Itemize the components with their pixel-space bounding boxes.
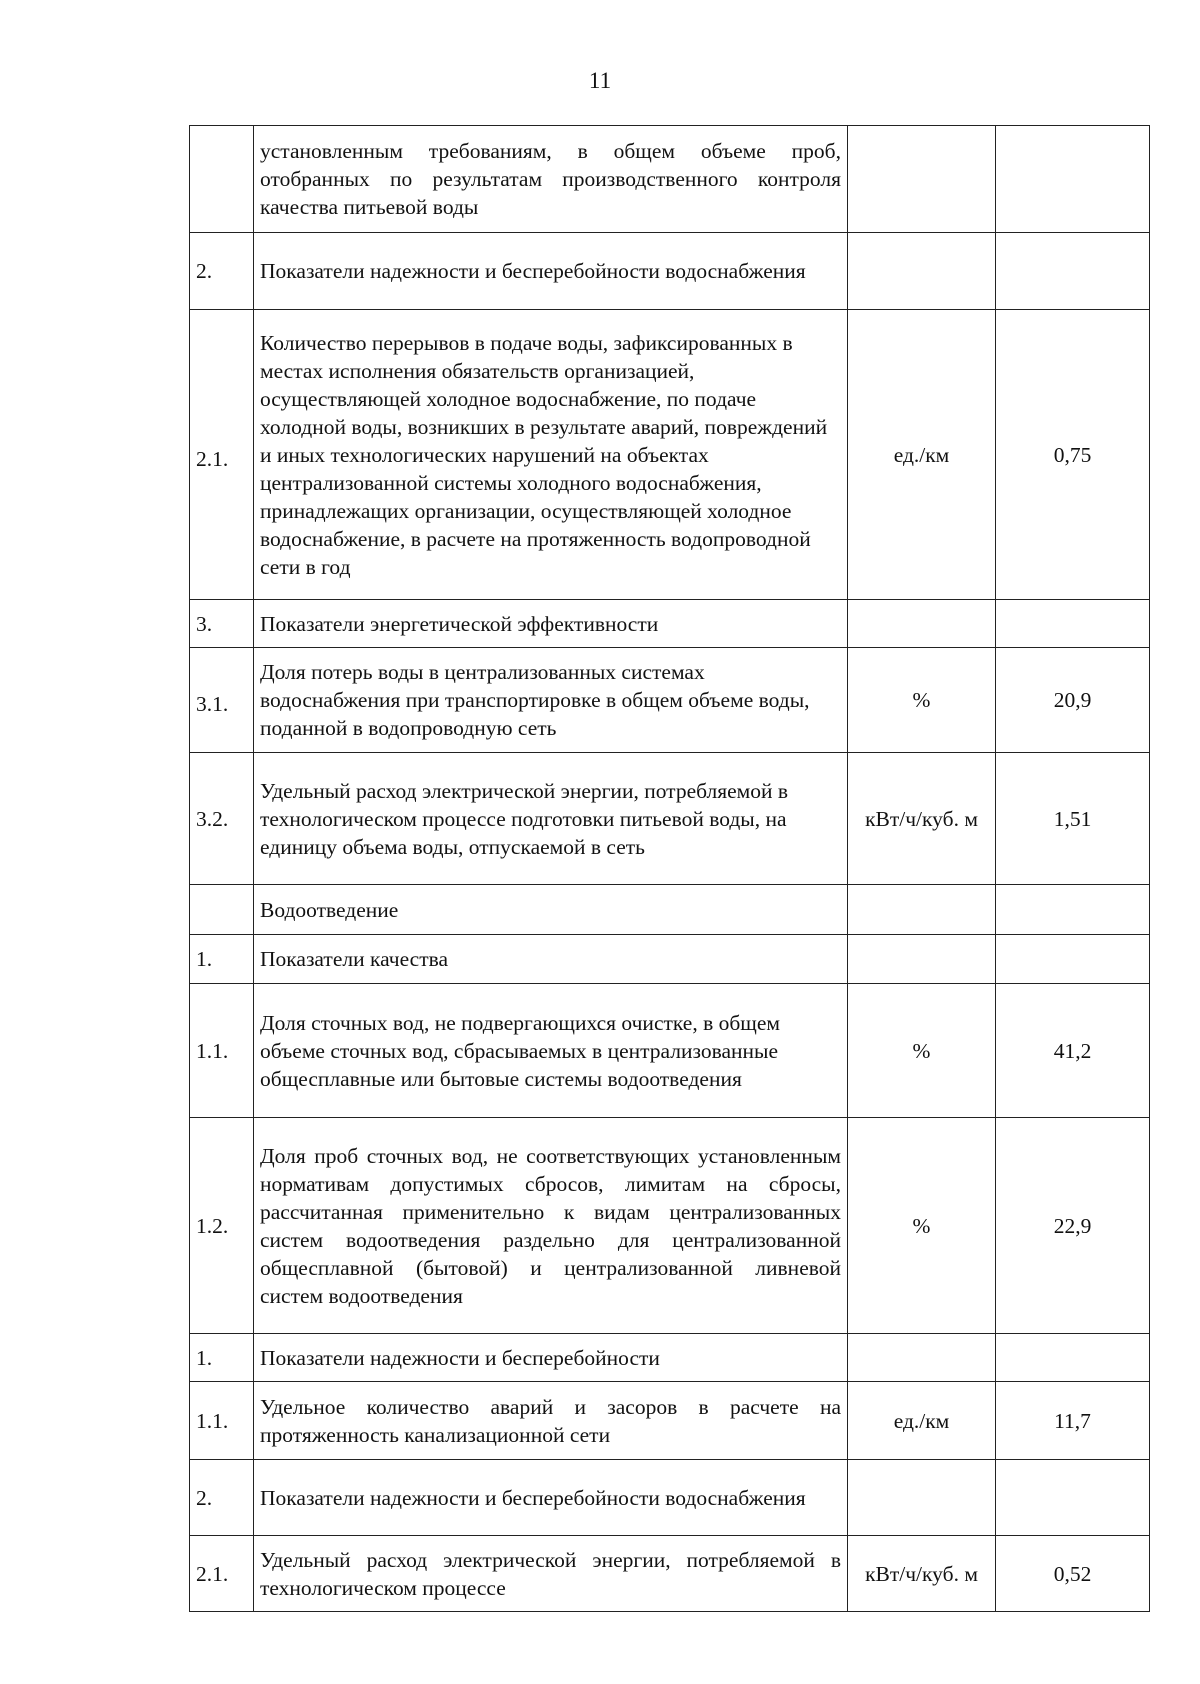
- table-row: [190, 648, 1150, 753]
- indicator-text: Удельный расход электрической энергии, потребляемой в технологическом процессе: [254, 1536, 848, 1612]
- value-cell: 11,7: [996, 1382, 1150, 1460]
- unit-cell: [848, 126, 996, 233]
- table-row: [190, 600, 1150, 648]
- value-cell: [996, 1460, 1150, 1536]
- row-number: 1.2.: [190, 1118, 254, 1334]
- value-cell: [996, 126, 1150, 233]
- table-row: [190, 984, 1150, 1118]
- row-number: 2.: [190, 1460, 254, 1536]
- table-row: [190, 126, 1150, 233]
- value-cell: [996, 600, 1150, 648]
- indicator-text: Показатели надежности и бесперебойности водоснабжения: [254, 233, 848, 310]
- row-number: 2.1.: [190, 1536, 254, 1612]
- row-number: 1.1.: [190, 984, 254, 1118]
- row-number: 3.1.: [190, 648, 254, 753]
- unit-cell: [848, 885, 996, 935]
- row-number: [190, 126, 254, 233]
- table-row: [190, 1334, 1150, 1382]
- table-row: [190, 885, 1150, 935]
- row-number: 1.: [190, 1334, 254, 1382]
- row-number: 2.1.: [190, 310, 254, 600]
- unit-cell: [848, 600, 996, 648]
- indicator-text: Показатели надежности и бесперебойности водоснабжения: [254, 1460, 848, 1536]
- value-cell: 41,2: [996, 984, 1150, 1118]
- unit-cell: [848, 233, 996, 310]
- row-number: [190, 885, 254, 935]
- table-row: [190, 753, 1150, 885]
- indicator-text: Удельное количество аварий и засоров в расчете на протяженность канализационной сети: [254, 1382, 848, 1460]
- unit-cell: ед./км: [848, 310, 996, 600]
- table-row: [190, 1118, 1150, 1334]
- table-row: [190, 233, 1150, 310]
- value-cell: 1,51: [996, 753, 1150, 885]
- indicator-text: Показатели энергетической эффективности: [254, 600, 848, 648]
- indicator-text: установленным требованиям, в общем объеме проб, отобранных по результатам производственного контроля качества питьевой воды: [254, 126, 848, 233]
- value-cell: [996, 233, 1150, 310]
- unit-cell: %: [848, 648, 996, 753]
- table-row: [190, 1382, 1150, 1460]
- value-cell: 0,52: [996, 1536, 1150, 1612]
- page-number: 11: [588, 68, 612, 93]
- value-cell: [996, 885, 1150, 935]
- row-number: 1.1.: [190, 1382, 254, 1460]
- value-cell: 22,9: [996, 1118, 1150, 1334]
- unit-cell: кВт/ч/куб. м: [848, 753, 996, 885]
- unit-cell: ед./км: [848, 1382, 996, 1460]
- row-number: 2.: [190, 233, 254, 310]
- indicator-text: Доля сточных вод, не подвергающихся очистке, в общем объеме сточных вод, сбрасываемых в централизованные общесплавные или бытовые системы водоотведения: [254, 984, 848, 1118]
- unit-cell: [848, 1460, 996, 1536]
- unit-cell: %: [848, 984, 996, 1118]
- indicator-text: Показатели качества: [254, 935, 848, 984]
- indicator-text: Удельный расход электрической энергии, потребляемой в технологическом процессе подготовки питьевой воды, на единицу объема воды, отпускаемой в сеть: [254, 753, 848, 885]
- row-number: 1.: [190, 935, 254, 984]
- value-cell: [996, 1334, 1150, 1382]
- unit-cell: %: [848, 1118, 996, 1334]
- indicator-text: Доля проб сточных вод, не соответствующих установленным нормативам допустимых сбросов, лимитам на сбросы, рассчитанная применительно к видам централизованных систем водоотведения раздельно для централизованной общесплавной (бытовой) и централизованной ливневой систем водоотведения: [254, 1118, 848, 1334]
- table-row: [190, 1536, 1150, 1612]
- indicator-text: Доля потерь воды в централизованных системах водоснабжения при транспортировке в общем объеме воды, поданной в водопроводную сеть: [254, 648, 848, 753]
- section-heading: Водоотведение: [254, 885, 848, 935]
- unit-cell: [848, 935, 996, 984]
- table-row: [190, 1460, 1150, 1536]
- value-cell: [996, 935, 1150, 984]
- unit-cell: кВт/ч/куб. м: [848, 1536, 996, 1612]
- value-cell: 20,9: [996, 648, 1150, 753]
- row-number: 3.: [190, 600, 254, 648]
- row-number: 3.2.: [190, 753, 254, 885]
- indicator-text: Количество перерывов в подаче воды, зафиксированных в местах исполнения обязательств организацией, осуществляющей холодное водоснабжение, по подаче холодной воды, возникших в результате аварий, повреждений и иных технологических нарушений на объектах централизованной системы холодного водоснабжения, принадлежащих организации, осуществляющей холодное водоснабжение, в расчете на протяженность водопроводной сети в год: [254, 310, 848, 600]
- table-row: [190, 310, 1150, 600]
- indicators-table: [189, 125, 1150, 1612]
- indicator-text: Показатели надежности и бесперебойности: [254, 1334, 848, 1382]
- table-row: [190, 935, 1150, 984]
- value-cell: 0,75: [996, 310, 1150, 600]
- unit-cell: [848, 1334, 996, 1382]
